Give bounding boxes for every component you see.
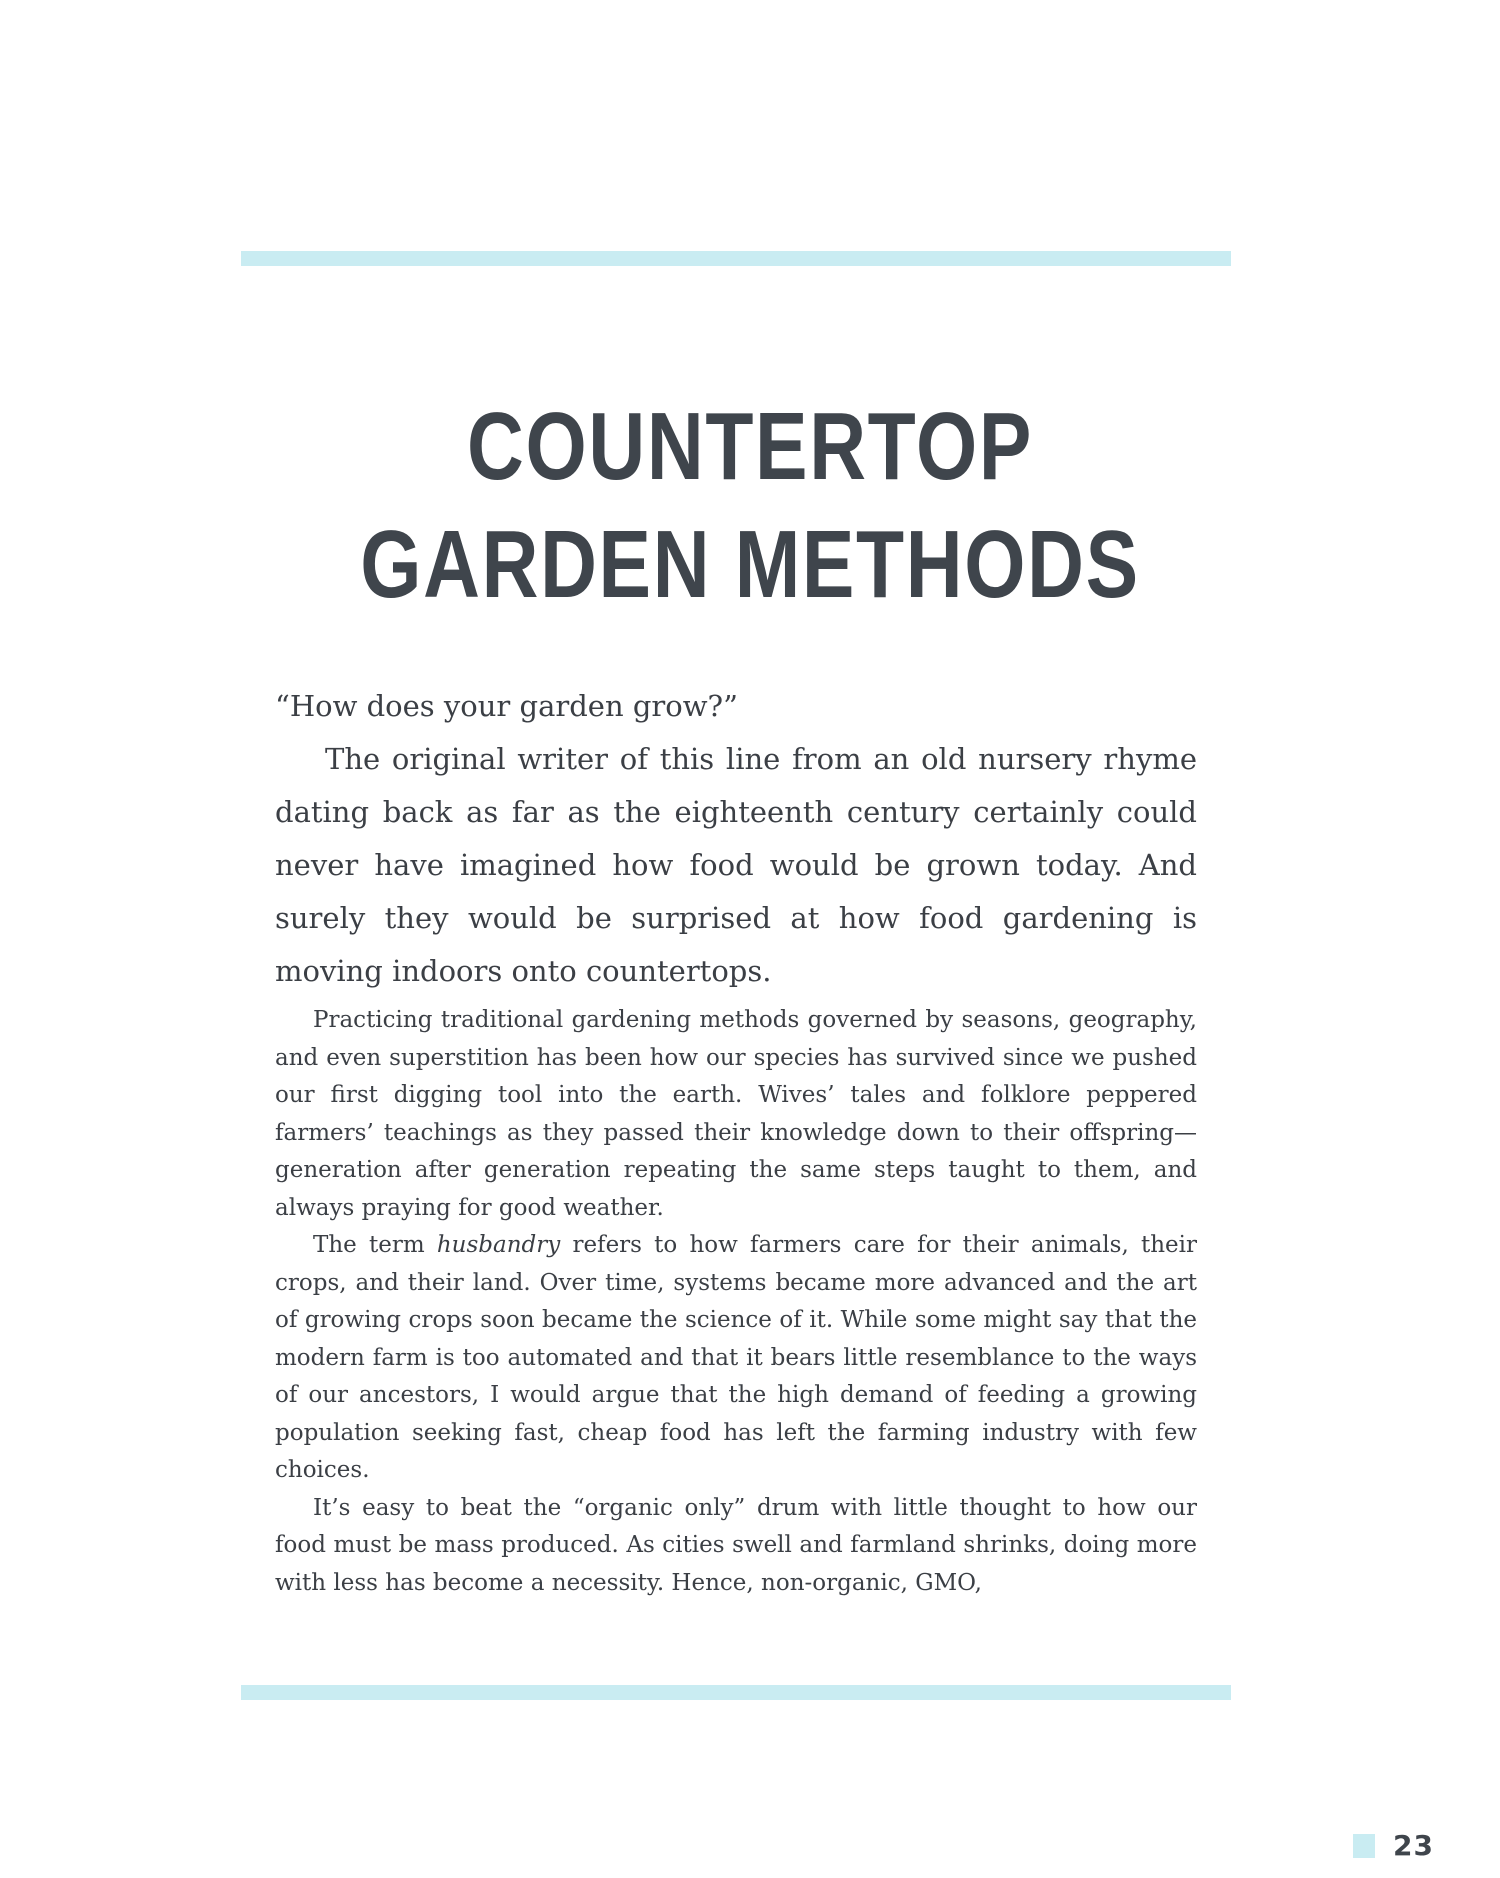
paragraph-2-start: The term	[313, 1232, 437, 1258]
folio-marker	[1353, 1834, 1375, 1858]
intro-paragraph: The original writer of this line from an old nursery rhyme dating back as far as the eighteenth century certainly could never have imagined how food would be grown today. And surely they would be surprised at how food gardening is moving indoors onto countertops.	[275, 742, 1197, 988]
intro-block	[275, 680, 1197, 998]
paragraph-2-rest: refers to how farmers care for their animals, their crops, and their land. Over time, systems became more advanced and the art of growing crops soon became the science of it. While some might say that the modern farm is too automated and that it bears little resemblance to the ways of our ancestors, I would argue that the high demand of feeding a growing population seeking fast, cheap food has left the farming industry with few choices.	[275, 1232, 1197, 1483]
chapter-title-line-1: COUNTERTOP	[466, 393, 1034, 500]
husbandry-term: husbandry	[436, 1232, 561, 1258]
chapter-title-line-2: GARDEN METHODS	[360, 511, 1140, 618]
page-folio	[1353, 1829, 1434, 1862]
bottom-accent-rule	[241, 1685, 1231, 1700]
intro-question: “How does your garden grow?”	[275, 689, 738, 723]
body-paragraph-1: Practicing traditional gardening methods governed by seasons, geography, and even superstition has been how our species has survived since we pushed our first digging tool into the earth. Wives’ tales and folklore peppered farmers’ teachings as they passed their knowledge down to their offspring—generation after generation repeating the same steps taught to them, and always praying for good weather.	[275, 1007, 1197, 1221]
top-accent-rule	[241, 251, 1231, 266]
page-number: 23	[1393, 1829, 1434, 1862]
body-paragraph-2	[275, 1227, 1197, 1490]
body-text	[275, 1002, 1197, 1602]
body-paragraph-3: It’s easy to beat the “organic only” drum with little thought to how our food must be mass produced. As cities swell and farmland shrinks, doing more with less has become a necessity. Hence, non-organic, GMO,	[275, 1494, 1197, 1596]
chapter-title	[135, 388, 1365, 624]
